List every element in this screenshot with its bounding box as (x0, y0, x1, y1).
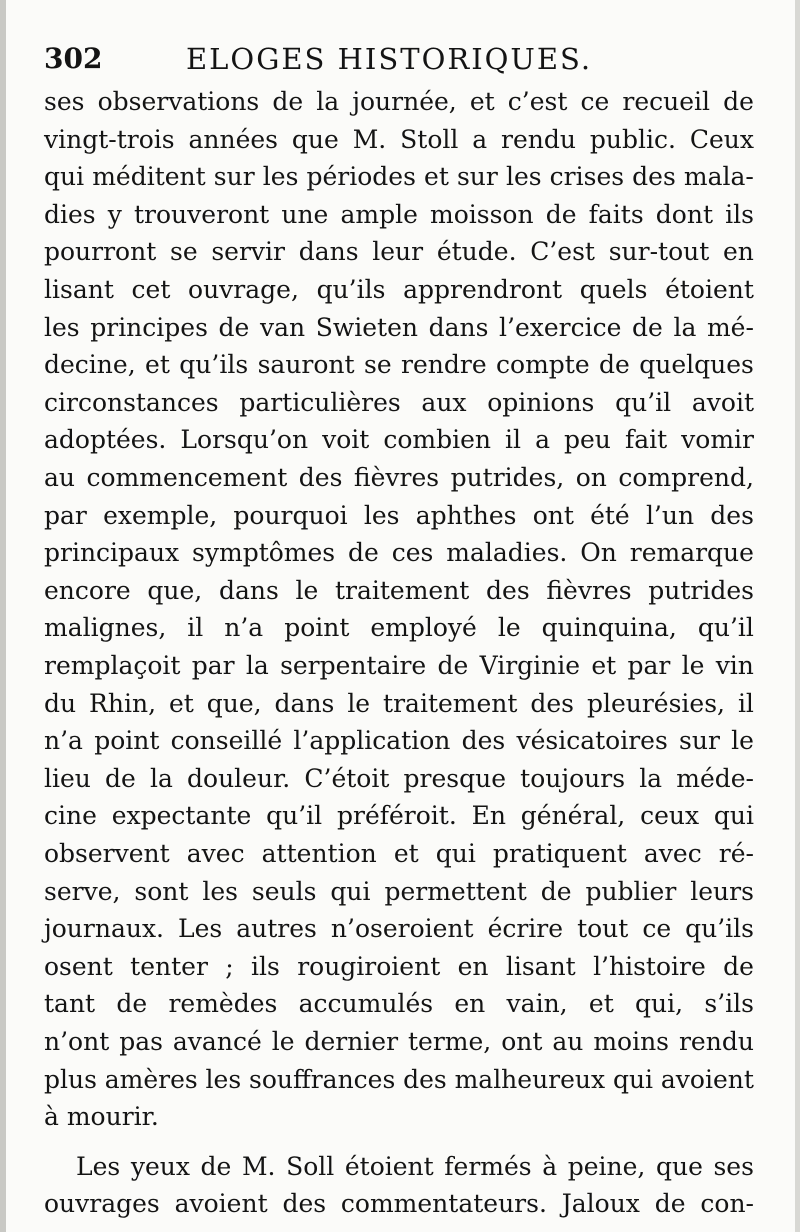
text-line: du Rhin, et que, dans le traitement des pleurésies, il (44, 688, 754, 718)
text-line: qui méditent sur les périodes et sur les crises des mala- (44, 162, 754, 192)
text-line: les principes de van Swieten dans l’exercice de la mé- (44, 312, 754, 342)
text-line: serve, sont les seuls qui permettent de publier leurs (44, 876, 754, 906)
text-line: circonstances particulières aux opinions qu’il avoit (44, 387, 754, 417)
text-line: journaux. Les autres n’oseroient écrire tout ce qu’ils (44, 914, 754, 944)
text-line: ses observations de la journée, et c’est ce recueil de (44, 87, 754, 116)
text-line: n’a point conseillé l’application des vésicatoires sur le (44, 726, 754, 756)
text-line: remplaçoit par la serpentaire de Virginie et par le vin (44, 651, 754, 680)
text-line: lisant cet ouvrage, qu’ils apprendront quels étoient (44, 275, 754, 304)
text-line: principaux symptômes de ces maladies. On remarque (44, 538, 754, 568)
page-left-shadow (0, 0, 6, 1232)
text-line: n’ont pas avancé le dernier terme, ont au moins rendu (44, 1027, 754, 1056)
text-line: au commencement des fièvres putrides, on comprend, (44, 463, 754, 492)
text-line: adoptées. Lorsqu’on voit combien il a peu fait vomir (44, 425, 754, 455)
text-line: à mourir. (44, 1102, 159, 1132)
text-line: dies y trouveront une ample moisson de faits dont ils (44, 199, 754, 229)
text-line: par exemple, pourquoi les aphthes ont été l’un des (44, 500, 754, 530)
text-line: malignes, il n’a point employé le quinquina, qu’il (44, 613, 754, 643)
page-number: 302 (44, 42, 103, 75)
text-line: decine, et qu’ils sauront se rendre compte de quelques (44, 350, 754, 380)
text-line: tant de remèdes accumulés en vain, et qui, s’ils (44, 989, 754, 1019)
running-title: ELOGES HISTORIQUES. (186, 42, 593, 76)
page-right-shadow (795, 0, 800, 1232)
text-line: vingt-trois années que M. Stoll a rendu public. Ceux (44, 124, 754, 154)
text-line: cine expectante qu’il préféroit. En général, ceux qui (44, 801, 754, 831)
text-line: Les yeux de M. Soll étoient fermés à peine, que ses (76, 1151, 754, 1181)
text-line: observent avec attention et qui pratiquent avec ré- (44, 839, 754, 868)
running-head (44, 38, 784, 86)
text-line: lieu de la douleur. C’étoit presque toujours la méde- (44, 763, 754, 793)
text-line: pourront se servir dans leur étude. C’est sur-tout en (44, 237, 754, 267)
text-line: ouvrages avoient des commentateurs. Jaloux de con- (44, 1189, 754, 1219)
text-line: plus amères les souffrances des malheureux qui avoient (44, 1064, 754, 1094)
text-line: osent tenter ; ils rougiroient en lisant l’histoire de (44, 951, 754, 981)
text-line: encore que, dans le traitement des fièvres putrides (44, 575, 754, 605)
